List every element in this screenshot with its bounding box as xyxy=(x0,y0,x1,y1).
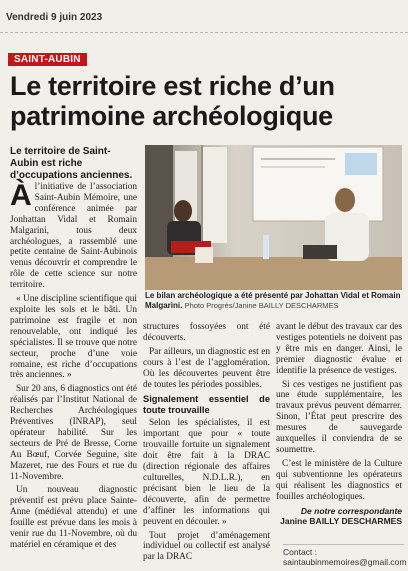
lead-paragraph: Le territoire de Saint-Aubin est riche d’occupations anciennes. xyxy=(10,146,133,181)
headline: Le territoire est riche d’un patrimoine archéologique xyxy=(10,71,335,131)
paragraph: « Une discipline scientifique qui exploite les sols et le bâti. Un patrimoine est fragile et non renouvelable, ont indiqué les spécialistes. Il se trouve que notre secteur, proche d’une voie romaine, est riche d’occupations très anciennes. » xyxy=(10,294,137,381)
paragraph: Sur 20 ans, 6 diagnostics ont été réalisés par l’Institut National de Recherches Archéologiques Préventives (INRAP), seul opérateur habilité. Sur les secteurs de Pré de Bresse, Corne Au Bœuf, Corvée Seguine, site Mazeret, rue des Fours et rue du 11-Novembre. xyxy=(10,384,137,482)
article-column-3 xyxy=(276,322,402,526)
paragraph: Si ces vestiges ne justifient pas une étude supplémentaire, les travaux prévus peuvent démarrer. Sinon, l’État peut prescrire des mesures de sauvegarde auxquelles il conviendra de se soumettre. xyxy=(276,379,402,455)
article-column-1 xyxy=(10,179,137,554)
subheading: Signalement essentiel de toute trouvaille xyxy=(143,394,270,416)
article-photo xyxy=(145,145,402,290)
issue-date: Vendredi 9 juin 2023 xyxy=(6,12,103,23)
paragraph: structures fossoyées ont été découverts. xyxy=(143,322,270,343)
byline-label: De notre correspondante xyxy=(300,505,402,516)
paragraph: Selon les spécialistes, il est important que pour « toute trouvaille fortuite un signalement doit être fait à la DRAC (direction régionale des affaires culturelles, N.D.L.R.), en précisant bien le lieu de la découverte, afin de permettre d’affiner les informations qui peuvent en découler. » xyxy=(143,418,270,527)
paragraph: Un nouveau diagnostic préventif est prévu place Sainte-Anne (médiéval attendu) et une fouille est prévue dans les mois à venir rue du 11-Novembre, où du matériel en céramique et des xyxy=(10,485,137,550)
paragraph: C’est le ministère de la Culture qui subventionne les opérateurs qui réalisent les diagnostics et fouilles archéologiques. xyxy=(276,458,402,502)
paragraph: Tout projet d’aménagement individuel ou collectif est analysé par la DRAC xyxy=(143,530,270,563)
contact-info: Contact : saintaubinmemoires@gmail.com xyxy=(283,544,404,567)
photo-caption xyxy=(145,291,402,310)
top-divider xyxy=(0,32,408,33)
intro-paragraph: Àl’initiative de l’association Saint-Aubin Mémoire, une conférence animée par Jonhattan Vidal et Romain Malgarini, tous deux archéologues, a rassemblé une petite centaine de Saint-Aubinois venus découvrir et comprendre le rôle de cette science sur notre territoire. xyxy=(10,179,137,291)
paragraph: avant le début des travaux car des vestiges potentiels ne doivent pas y être mis en danger. Ainsi, le premier diagnostic évalue et identifie la présence de vestiges. xyxy=(276,322,402,376)
drop-cap: À xyxy=(10,179,32,212)
article-column-2 xyxy=(143,322,270,566)
paragraph: Par ailleurs, un diagnostic est en cours à l’est de l’agglomération. Où les découvertes peuvent être de toutes les périodes possibles. xyxy=(143,346,270,390)
caption-text: Le bilan archéologique a été présenté par Johattan Vidal et Romain Malgarini. xyxy=(145,291,401,310)
conference-photo-illustration xyxy=(145,145,402,290)
photo-credit: Photo Progrès/Janine BAILLY DESCHARMES xyxy=(184,300,339,310)
section-tag: SAINT-AUBIN xyxy=(8,53,87,66)
byline-name: Janine BAILLY DESCHARMES xyxy=(280,515,402,526)
